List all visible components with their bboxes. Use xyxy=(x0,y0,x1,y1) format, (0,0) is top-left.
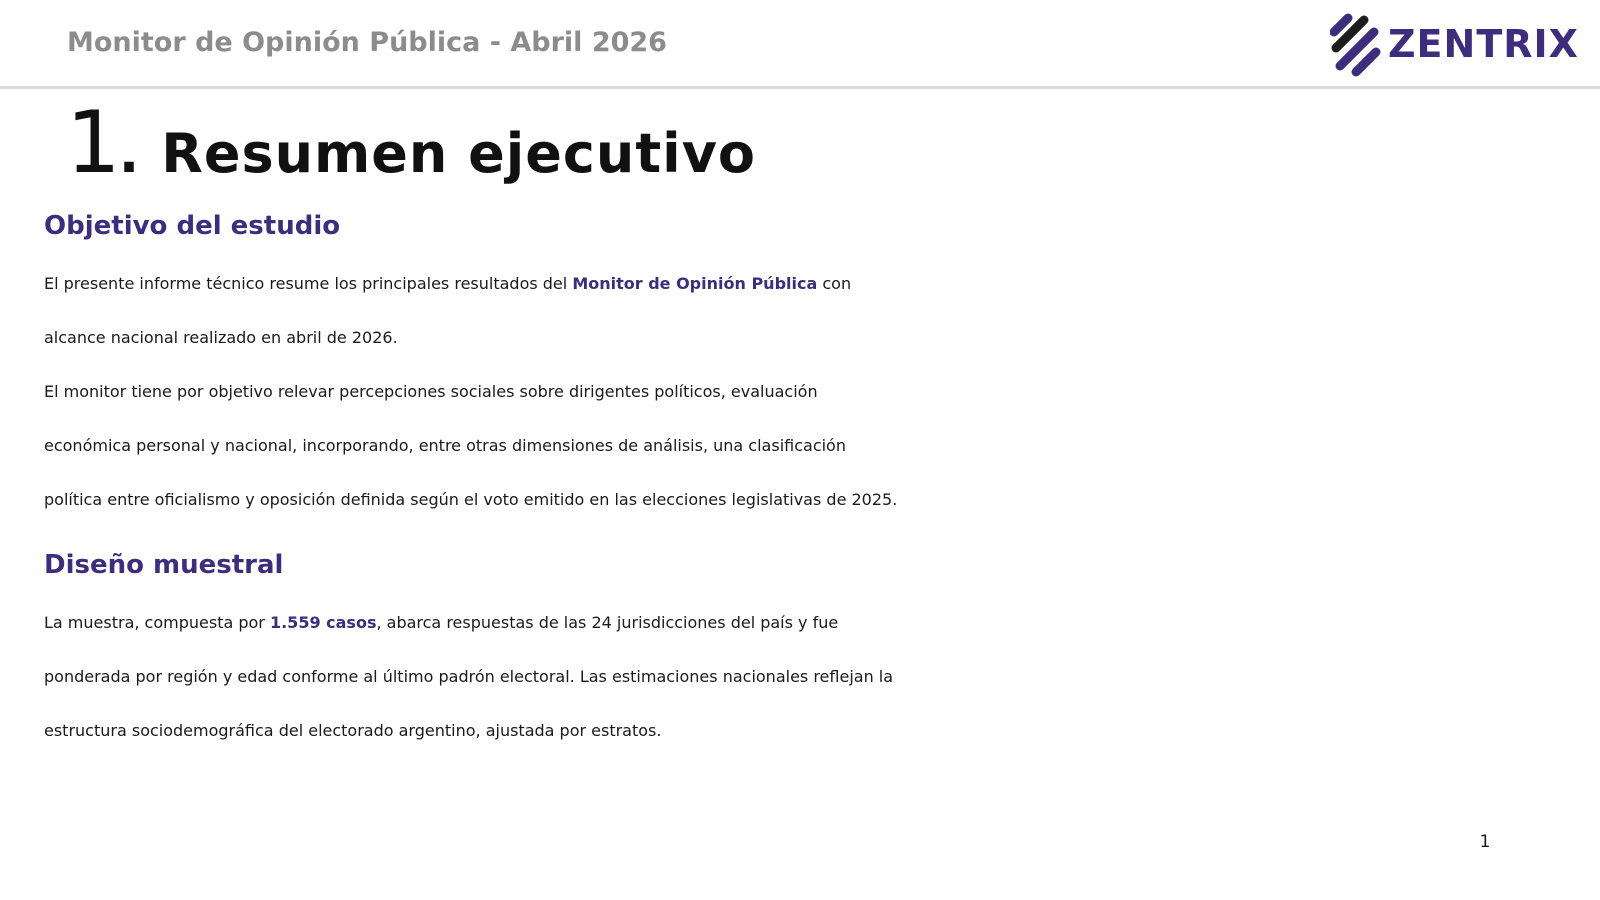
section-title xyxy=(66,93,756,193)
paragraph-line: El presente informe técnico resume los principales resultados del Monitor de Opinión Pública con xyxy=(44,274,852,293)
paragraph-line: estructura sociodemográfica del electorado argentino, ajustada por estratos. xyxy=(44,721,662,740)
highlight-monitor-name: Monitor de Opinión Pública xyxy=(572,274,818,293)
page-number: 1 xyxy=(1479,832,1491,852)
paragraph-line: política entre oficialismo y oposición definida según el voto emitido en las elecciones legislativas de 2025. xyxy=(44,490,898,509)
paragraph-line: La muestra, compuesta por 1.559 casos, abarca respuestas de las 24 jurisdicciones del país y fue xyxy=(44,613,839,632)
report-header-title: Monitor de Opinión Pública - Abril 2026 xyxy=(67,27,667,58)
zentrix-stripes-logo-icon xyxy=(1330,10,1382,78)
diseno-heading: Diseño muestral xyxy=(44,550,284,580)
paragraph-line: ponderada por región y edad conforme al último padrón electoral. Las estimaciones nacionales reflejan la xyxy=(44,667,894,686)
paragraph-line: económica personal y nacional, incorporando, entre otras dimensiones de análisis, una clasificación xyxy=(44,436,846,455)
zentrix-logo-text: ZENTRIX xyxy=(1388,22,1579,66)
paragraph-line: El monitor tiene por objetivo relevar percepciones sociales sobre dirigentes políticos, evaluación xyxy=(44,382,818,401)
section-title-text: Resumen ejecutivo xyxy=(161,122,756,185)
highlight-sample-size: 1.559 casos xyxy=(269,613,377,632)
section-number-dot: . xyxy=(118,122,140,185)
zentrix-logo xyxy=(1330,10,1579,78)
report-header xyxy=(0,0,1600,89)
section-number: 1 xyxy=(66,93,119,193)
objetivo-paragraph xyxy=(44,257,1574,527)
objetivo-heading: Objetivo del estudio xyxy=(44,211,341,241)
paragraph-line: alcance nacional realizado en abril de 2026. xyxy=(44,328,398,347)
diseno-paragraph xyxy=(44,596,1574,758)
